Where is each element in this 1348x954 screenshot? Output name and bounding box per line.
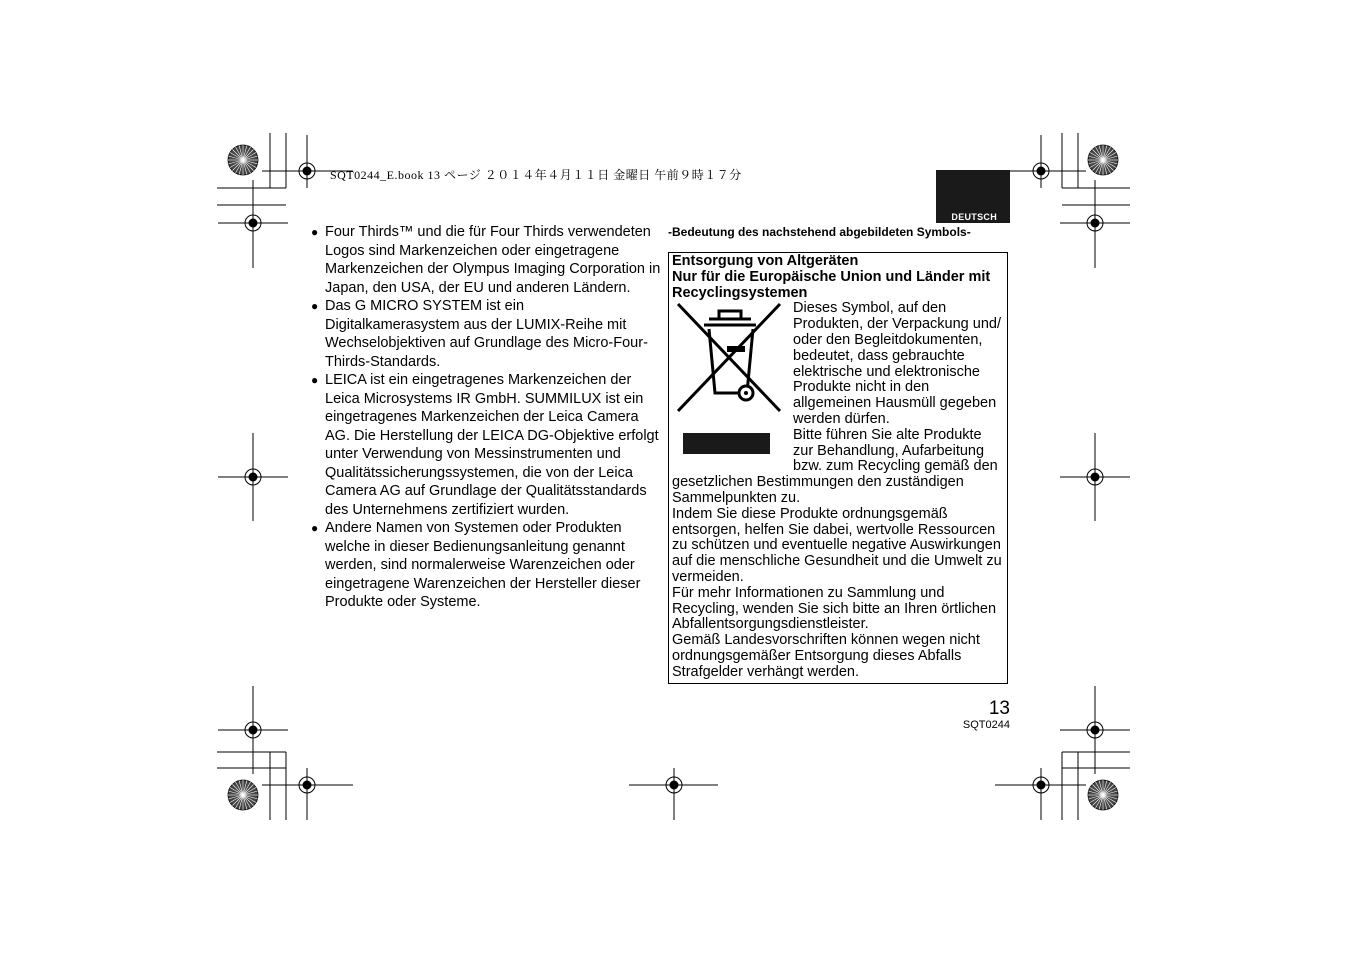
box-paragraph: Für mehr Informationen zu Sammlung und Recycling, wenden Sie sich bitte an Ihren örtlichen Abfallentsorgungsdienstleister.	[672, 584, 997, 633]
box-subtitle: Nur für die Europäische Union und Länder mit Recyclingsystemen	[672, 268, 991, 301]
bullet-icon: ●	[311, 299, 319, 313]
language-tab	[936, 170, 1010, 223]
box-paragraph: Dieses Symbol, auf den Produkten, der Verpackung und/ oder den Begleitdokumenten, bedeutet, dass gebrauchte elektrische und elektronische Produkte nicht in den allgemeinen Hausmüll gegeben werden dürfen.	[793, 300, 1001, 427]
disposal-info-box	[668, 252, 1008, 684]
print-header-line: SQT0244_E.book 13 ページ ２０１４年４月１１日 金曜日 午前９時１７分	[330, 168, 742, 182]
list-item-text: Andere Namen von Systemen oder Produkten welche in dieser Bedienungsanleitung genannt werden, sind normalerweise Warenzeichen oder eingetragene Warenzeichen der Hersteller dieser Produkte oder Systeme.	[325, 520, 641, 610]
box-paragraph: Indem Sie diese Produkte ordnungsgemäß entsorgen, helfen Sie dabei, wertvolle Ressourcen zu schützen und eventuelle negative Auswirkungen auf die menschliche Gesundheit und die Umwelt zu vermeiden.	[672, 505, 1002, 585]
language-tab-label: DEUTSCH	[951, 212, 997, 222]
crossed-out-wheelie-bin-icon	[675, 301, 785, 416]
bullet-icon: ●	[311, 225, 319, 239]
list-item-text: Four Thirds™ und die für Four Thirds verwendeten Logos sind Markenzeichen oder eingetragene Markenzeichen der Olympus Imaging Corporation in Japan, den USA, der EU und anderen Ländern.	[325, 224, 661, 296]
box-title: Entsorgung von Altgeräten	[672, 253, 859, 269]
list-item	[311, 297, 661, 371]
trademark-notes	[311, 223, 661, 612]
weee-symbol	[672, 301, 793, 459]
list-item	[311, 519, 661, 612]
list-item	[311, 223, 661, 297]
box-paragraph: Bitte führen Sie alte Produkte zur Behandlung, Aufarbeitung bzw. zum Recycling gemäß den gesetzlichen Bestimmungen den zuständigen Sammelpunkten zu.	[672, 426, 998, 506]
bullet-icon: ●	[311, 373, 319, 387]
box-paragraph: Gemäß Landesvorschriften können wegen nicht ordnungsgemäßer Entsorgung dieses Abfalls Strafgelder verhängt werden.	[672, 632, 980, 680]
list-item-text: LEICA ist ein eingetragenes Markenzeichen der Leica Microsystems IR GmbH. SUMMILUX ist ein eingetragenes Markenzeichen der Leica Camera AG. Die Herstellung der LEICA DG-Objektive erfolgt unter Verwendung von Messinstrumenten und Qualitätssicherungssystemen, die von der Leica Camera AG auf Grundlage der Qualitätsstandards des Unternehmens zertifiziert wurden.	[325, 372, 659, 518]
list-item	[311, 371, 661, 519]
document-code: SQT0244	[962, 719, 1010, 731]
page-number: 13	[988, 698, 1010, 719]
list-item-text: Das G MICRO SYSTEM ist ein Digitalkamerasystem aus der LUMIX-Reihe mit Wechselobjektiven auf Grundlage des Micro-Four-Thirds-Standards.	[325, 298, 648, 370]
section-heading: -Bedeutung des nachstehend abgebildeten Symbols-	[668, 225, 971, 239]
separate-collection-bar	[683, 433, 770, 454]
bullet-icon: ●	[311, 521, 319, 535]
